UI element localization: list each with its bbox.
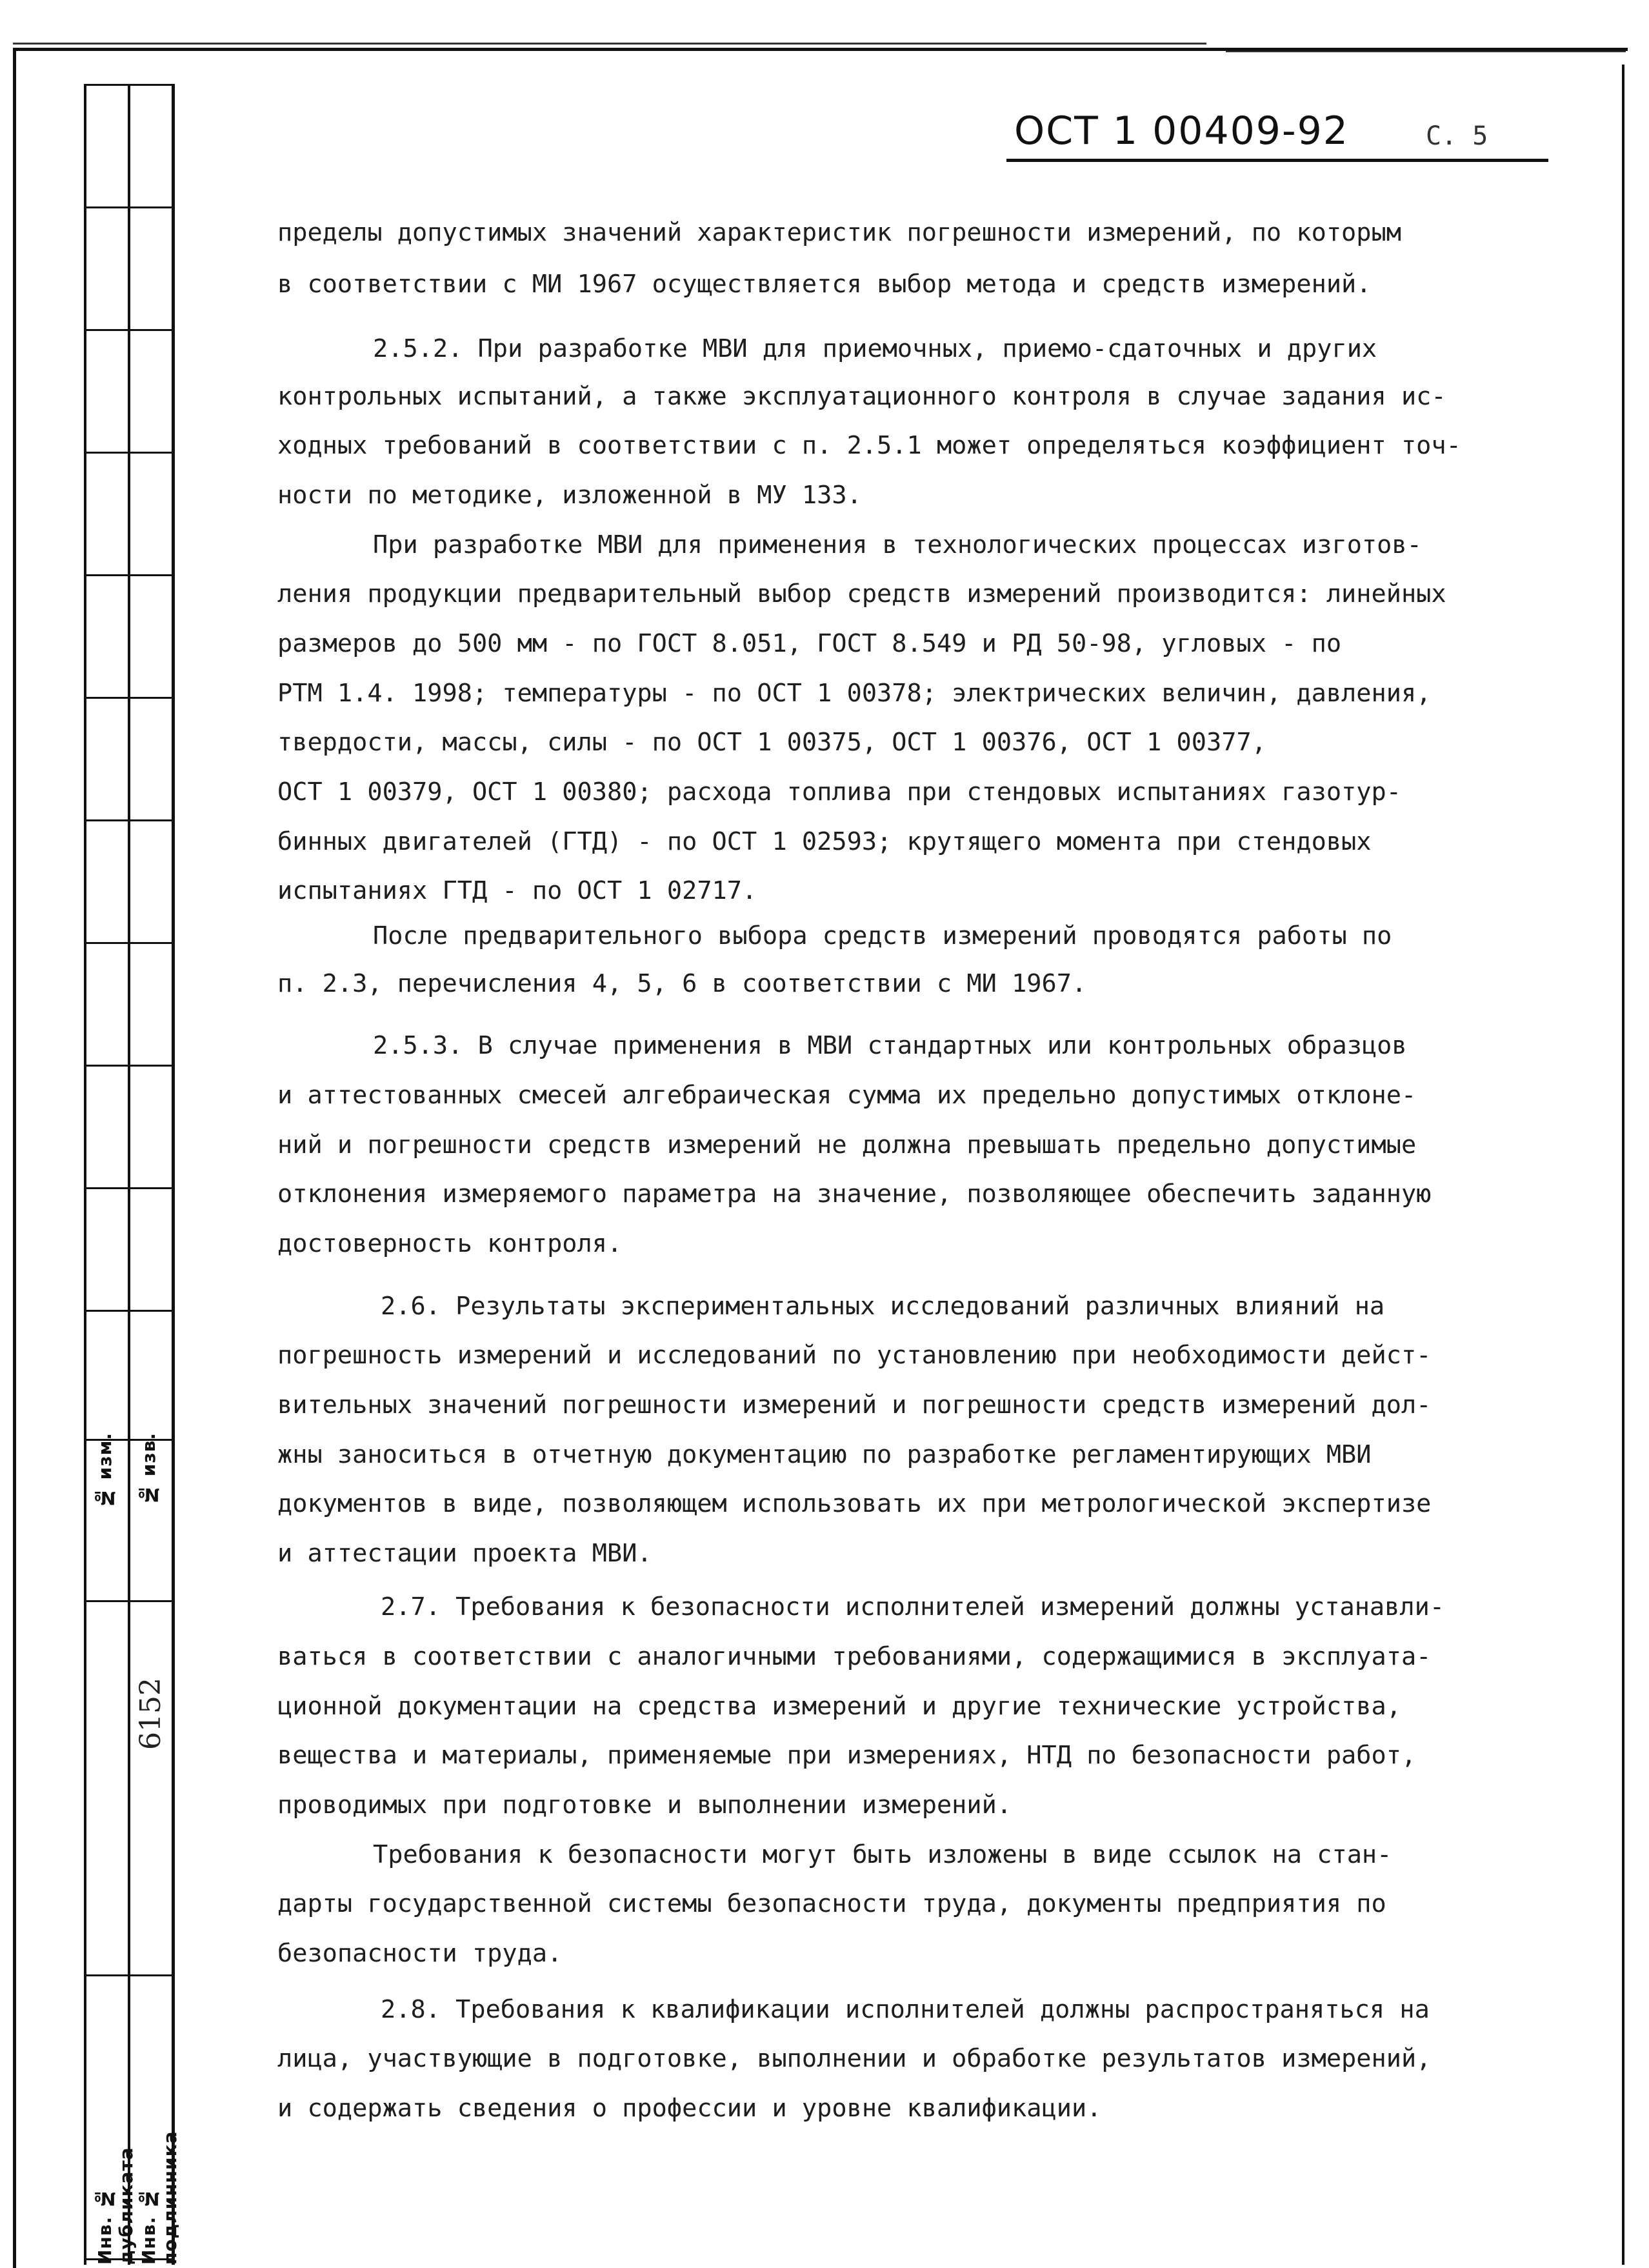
text-line: твердости, массы, силы - по ОСТ 1 00375, ОСТ 1 00376, ОСТ 1 00377,: [277, 728, 1266, 757]
inv-dublikata-label: Инв. № дубликата: [94, 2147, 137, 2265]
text-line: контрольных испытаний, а также эксплуатационного контроля в случае задания ис-: [277, 382, 1446, 411]
text-line: документов в виде, позволяющем использовать их при метрологической экспертизе: [277, 1489, 1432, 1518]
paragraph-2-5-3: 2.5.3. В случае применения в МВИ стандартных или контрольных образцов: [373, 1031, 1407, 1060]
text-line: После предварительного выбора средств измерений проводятся работы по: [373, 921, 1392, 950]
text-line: достоверность контроля.: [277, 1229, 623, 1258]
text-line: погрешность измерений и исследований по установлению при необходимости дейст-: [277, 1341, 1432, 1370]
sidebar-cell-line: [84, 1065, 174, 1067]
text-line: ходных требований в соответствии с п. 2.5.1 может определяться коэффициент точ-: [277, 431, 1461, 460]
sidebar-cell-line: [84, 329, 174, 331]
sidebar-divider: [128, 84, 130, 2265]
text-line: пределы допустимых значений характеристик погрешности измерений, по которым: [277, 218, 1401, 247]
text-line: ционной документации на средства измерений и другие технические устройства,: [277, 1692, 1401, 1721]
text-line: дарты государственной системы безопасности труда, документы предприятия по: [277, 1889, 1386, 1918]
text-line: п. 2.3, перечисления 4, 5, 6 в соответствии с МИ 1967.: [277, 969, 1087, 998]
sidebar-cell-line: [84, 84, 174, 86]
text-line: проводимых при подготовке и выполнении измерений.: [277, 1791, 1012, 1820]
text-line: лица, участвующие в подготовке, выполнении и обработке результатов измерений,: [277, 2044, 1432, 2073]
text-line: Требования к безопасности могут быть изложены в виде ссылок на стан-: [373, 1840, 1392, 1869]
text-line: вительных значений погрешности измерений и погрешности средств измерений дол-: [277, 1390, 1432, 1420]
stamp-sidebar: [84, 84, 181, 2265]
frame-right-line: [1622, 65, 1624, 2265]
sidebar-cell-line: [84, 819, 174, 821]
sidebar-border-right: [172, 84, 175, 2265]
document-code: ОСТ 1 00409-92: [1014, 108, 1349, 154]
sidebar-cell-line: [84, 574, 174, 576]
text-line: бинных двигателей (ГТД) - по ОСТ 1 02593; крутящего момента при стендовых: [277, 827, 1372, 856]
sidebar-cell-line: [84, 697, 174, 699]
paragraph-2-5-2: 2.5.2. При разработке МВИ для приемочных, приемо-сдаточных и других: [373, 334, 1377, 363]
sidebar-cell-line: [84, 1187, 174, 1189]
paragraph-2-7: 2.7. Требования к безопасности исполнителей измерений должны устанавли-: [381, 1592, 1445, 1621]
sidebar-cell-line: [84, 1974, 174, 1976]
text-line: ности по методике, изложенной в МУ 133.: [277, 481, 862, 510]
paragraph-2-6: 2.6. Результаты экспериментальных исследований различных влияний на: [381, 1292, 1385, 1321]
sidebar-cell-line: [84, 452, 174, 454]
text-line: размеров до 500 мм - по ГОСТ 8.051, ГОСТ 8.549 и РД 50-98, угловых - по: [277, 629, 1342, 658]
text-line: безопасности труда.: [277, 1939, 563, 1968]
text-line: ваться в соответствии с аналогичными требованиями, содержащимися в эксплуата-: [277, 1642, 1432, 1671]
text-line: и содержать сведения о профессии и уровне квалификации.: [277, 2094, 1102, 2123]
paragraph-2-8: 2.8. Требования к квалификации исполнителей должны распространяться на: [381, 1995, 1430, 2024]
text-line: При разработке МВИ для применения в технологических процессах изготов-: [373, 530, 1422, 559]
text-line: испытаниях ГТД - по ОСТ 1 02717.: [277, 876, 757, 905]
sidebar-cell-line: [84, 1600, 174, 1602]
sidebar-cell-line: [84, 942, 174, 944]
sidebar-border-left: [84, 84, 86, 2265]
text-line: жны заноситься в отчетную документацию по разработке регламентирующих МВИ: [277, 1440, 1372, 1469]
sidebar-cell-line: [84, 1310, 174, 1312]
text-line: и аттестованных смесей алгебраическая сумма их предельно допустимых отклоне-: [277, 1081, 1417, 1110]
page-number: С. 5: [1426, 121, 1488, 151]
text-line: ОСТ 1 00379, ОСТ 1 00380; расхода топлива при стендовых испытаниях газотур-: [277, 778, 1401, 807]
izv-label: № изв.: [138, 1432, 159, 1505]
text-line: ний и погрешности средств измерений не должна превышать предельно допустимые: [277, 1130, 1417, 1159]
text-line: РТМ 1.4. 1998; температуры - по ОСТ 1 00378; электрических величин, давления,: [277, 679, 1432, 708]
document-code-underline: [1006, 159, 1548, 162]
frame-top-line: [13, 43, 1206, 45]
text-line: и аттестации проекта МВИ.: [277, 1539, 652, 1568]
text-line: отклонения измеряемого параметра на значение, позволяющее обеспечить заданную: [277, 1179, 1432, 1209]
inv-podlinnika-label: Инв. № подлинника: [138, 2131, 181, 2265]
text-line: ления продукции предварительный выбор средств измерений производится: линейных: [277, 579, 1446, 608]
text-line: вещества и материалы, применяемые при измерениях, НТД по безопасности работ,: [277, 1741, 1417, 1770]
inv-number: 6152: [134, 1678, 167, 1750]
sidebar-cell-line: [84, 206, 174, 208]
izm-label: № изм.: [94, 1432, 115, 1509]
text-line: в соответствии с МИ 1967 осуществляется выбор метода и средств измерений.: [277, 270, 1372, 299]
